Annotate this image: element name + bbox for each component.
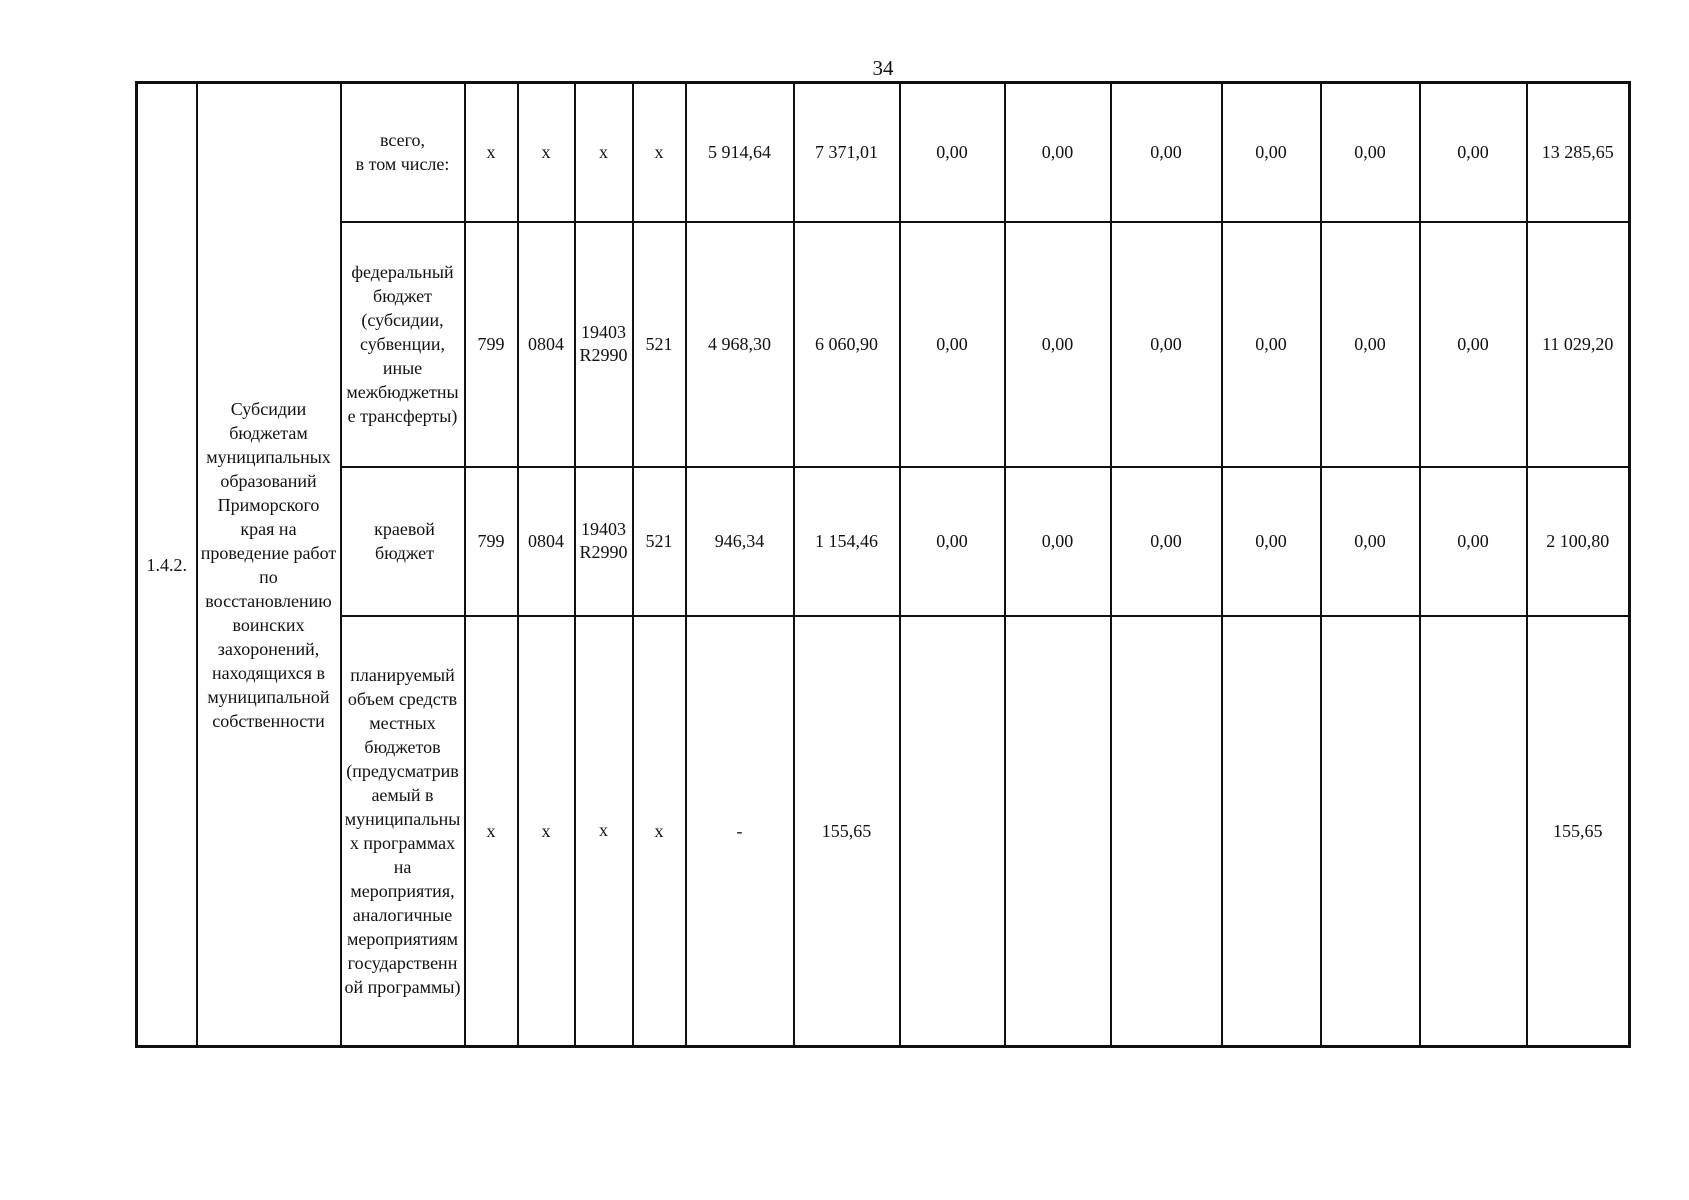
value-cell: 0,00 — [900, 467, 1005, 616]
value-cell — [900, 616, 1005, 1047]
value-cell — [1420, 616, 1527, 1047]
value-cell: 0,00 — [1111, 83, 1222, 222]
value-cell: 0,00 — [1111, 467, 1222, 616]
total-cell: 11 029,20 — [1527, 222, 1630, 467]
vr-cell: 521 — [633, 222, 686, 467]
value-cell: 5 914,64 — [686, 83, 794, 222]
value-cell: 155,65 — [794, 616, 900, 1047]
rzpr-cell: x — [518, 616, 575, 1047]
value-cell: 0,00 — [1420, 83, 1527, 222]
grbs-cell: x — [465, 83, 518, 222]
value-cell — [1321, 616, 1420, 1047]
item-title: Субсидии бюджетам муниципальных образований Приморского края на проведение работ по восстановлению воинских захоронений, находящихся в муниципальной собственности — [197, 83, 341, 1047]
value-cell: 0,00 — [1005, 83, 1111, 222]
grbs-cell: x — [465, 616, 518, 1047]
value-cell: 0,00 — [1222, 222, 1321, 467]
table-row-federal — [137, 222, 1630, 467]
source-cell: всего, в том числе: — [341, 83, 465, 222]
value-cell: 4 968,30 — [686, 222, 794, 467]
table-row-regional — [137, 467, 1630, 616]
table-row-local — [137, 616, 1630, 1047]
value-cell: 0,00 — [900, 83, 1005, 222]
csr-cell: x — [575, 616, 633, 1047]
rzpr-cell: 0804 — [518, 222, 575, 467]
vr-cell: x — [633, 616, 686, 1047]
total-cell: 2 100,80 — [1527, 467, 1630, 616]
value-cell: 0,00 — [1321, 83, 1420, 222]
total-cell: 155,65 — [1527, 616, 1630, 1047]
value-cell: 0,00 — [1005, 222, 1111, 467]
vr-cell: 521 — [633, 467, 686, 616]
source-cell: планируемый объем средств местных бюджетов (предусматриваемый в муниципальных программах на мероприятия, аналогичные мероприятиям государственной программы) — [341, 616, 465, 1047]
value-cell: 0,00 — [1321, 222, 1420, 467]
value-cell: 0,00 — [900, 222, 1005, 467]
value-cell: 0,00 — [1420, 222, 1527, 467]
grbs-cell: 799 — [465, 467, 518, 616]
csr-cell: x — [575, 83, 633, 222]
rzpr-cell: 0804 — [518, 467, 575, 616]
table-row-total — [137, 83, 1630, 222]
source-cell: федеральный бюджет (субсидии, субвенции, иные межбюджетные трансферты) — [341, 222, 465, 467]
source-cell: краевой бюджет — [341, 467, 465, 616]
budget-table — [135, 81, 1631, 1048]
value-cell: 6 060,90 — [794, 222, 900, 467]
csr-cell: 19403 R2990 — [575, 222, 633, 467]
item-code: 1.4.2. — [137, 83, 197, 1047]
value-cell — [1111, 616, 1222, 1047]
value-cell — [1222, 616, 1321, 1047]
grbs-cell: 799 — [465, 222, 518, 467]
value-cell: 0,00 — [1222, 467, 1321, 616]
value-cell: 0,00 — [1321, 467, 1420, 616]
rzpr-cell: x — [518, 83, 575, 222]
value-cell: 0,00 — [1420, 467, 1527, 616]
value-cell: 0,00 — [1222, 83, 1321, 222]
value-cell: 946,34 — [686, 467, 794, 616]
csr-cell: 19403 R2990 — [575, 467, 633, 616]
value-cell: 7 371,01 — [794, 83, 900, 222]
value-cell: 1 154,46 — [794, 467, 900, 616]
value-cell: 0,00 — [1005, 467, 1111, 616]
value-cell: - — [686, 616, 794, 1047]
total-cell: 13 285,65 — [1527, 83, 1630, 222]
vr-cell: x — [633, 83, 686, 222]
page-number: 34 — [872, 56, 894, 80]
value-cell: 0,00 — [1111, 222, 1222, 467]
value-cell — [1005, 616, 1111, 1047]
